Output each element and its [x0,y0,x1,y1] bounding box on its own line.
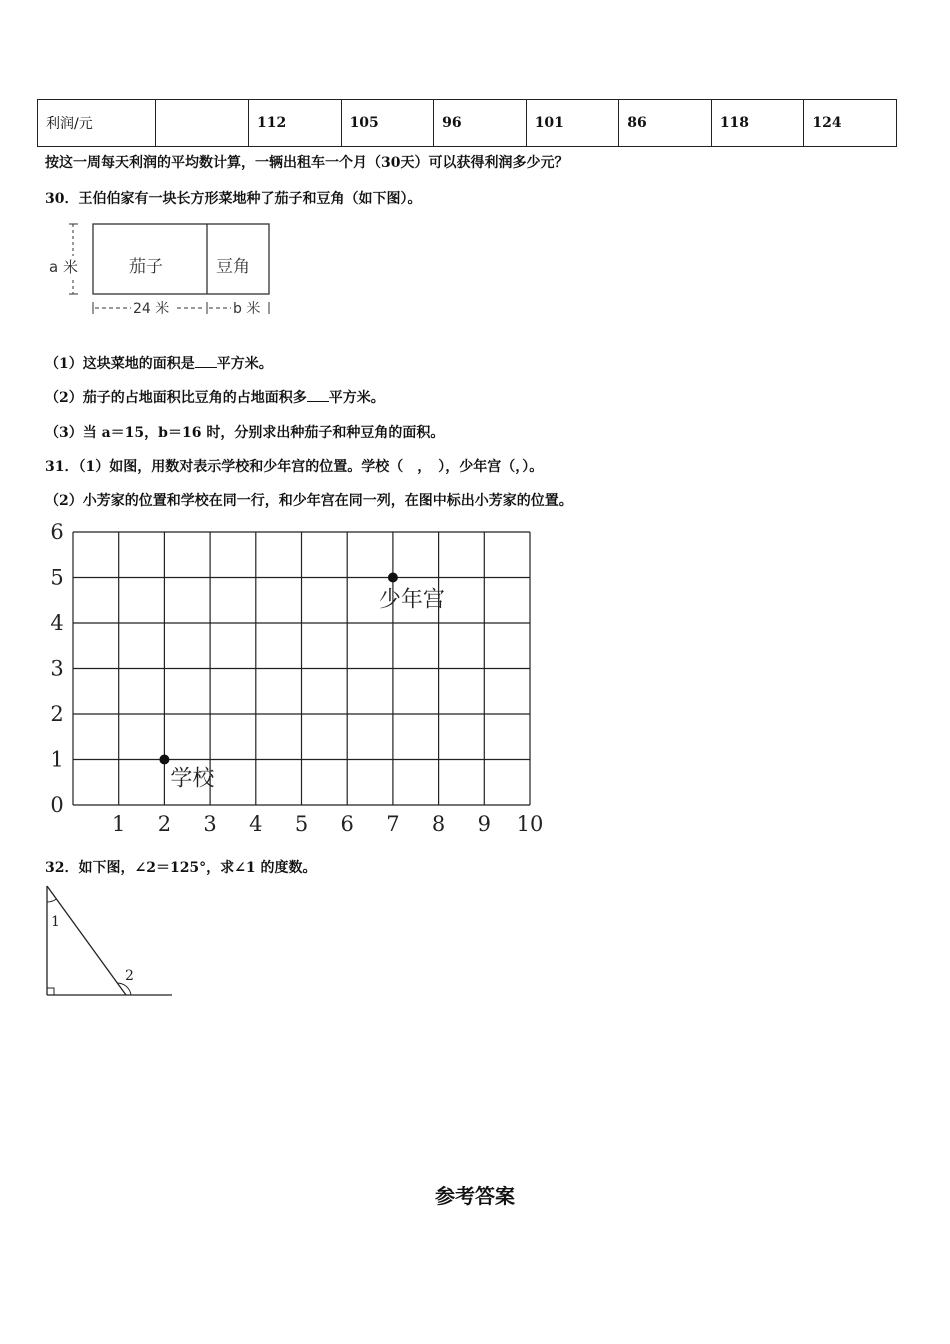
label-24m: 24 米 [133,301,170,317]
x-tick-label: 1 [112,812,126,836]
youth-palace-point [388,573,398,583]
y-tick-label: 0 [50,793,64,817]
table-cell: 112 [249,100,342,147]
q30-title: 30．王伯伯家有一块长方形菜地种了茄子和豆角（如下图）。 [45,191,422,207]
q30-part2: （2）茄子的占地面积比豆角的占地面积多 平方米。 [45,387,385,407]
triangle-figure [40,884,180,1002]
triangle-hypotenuse [47,886,126,995]
y-tick-label: 5 [50,565,64,590]
q32-question: 32．如下图，∠2＝125°，求∠1 的度数。 [45,860,317,876]
school-point [159,755,169,765]
x-tick-label: 2 [157,812,172,836]
youth-palace-label: 少年宫 [378,587,445,613]
angle1-label: 1 [51,914,60,930]
table-cell [156,100,249,147]
label-b: b 米 [233,301,261,317]
label-eggplant: 茄子 [129,257,163,277]
q31-part2: （2）小芳家的位置和学校在同一行，和少年宫在同一列，在图中标出小芳家的位置。 [45,493,573,509]
table-cell: 101 [526,100,619,147]
answer-heading: 参考答案 [435,1184,515,1208]
coordinate-grid [40,518,550,840]
angle1-arc [47,899,56,902]
x-tick-label: 5 [294,812,309,836]
q29-question: 按这一周每天利润的平均数计算，一辆出租车一个月（30天）可以获得利润多少元？ [45,155,569,171]
right-angle-mark [47,988,54,995]
q30-part1: （1）这块菜地的面积是 平方米。 [45,353,273,373]
table-cell: 86 [619,100,712,147]
table-cell: 124 [804,100,897,147]
row-label: 利润/元 [38,100,156,147]
label-a: a 米 [49,258,78,276]
x-tick-label: 7 [386,812,400,836]
table-cell: 96 [434,100,527,147]
y-tick-label: 4 [50,611,64,635]
table-cell: 118 [711,100,804,147]
profit-table [37,99,897,147]
q31-part1: 31．（1）如图，用数对表示学校和少年宫的位置。学校（ ， ），少年宫（，）。 [45,459,544,475]
label-beans: 豆角 [216,257,250,277]
x-tick-label: 9 [477,812,491,836]
x-tick-label: 10 [516,812,544,836]
angle2-label: 2 [125,968,134,984]
q30-part3: （3）当 a＝15，b＝16 时，分别求出种茄子和种豆角的面积。 [45,425,445,441]
x-tick-label: 4 [249,812,263,836]
table-row [38,100,897,147]
y-tick-label: 2 [50,702,64,726]
y-tick-label: 1 [50,747,64,772]
x-tick-label: 8 [431,812,446,836]
x-tick-label: 6 [340,812,354,836]
vegetable-plot-figure [45,218,285,323]
x-tick-label: 3 [203,812,217,836]
y-tick-label: 6 [50,520,64,544]
table-cell: 105 [341,100,434,147]
school-label: 学校 [170,766,215,792]
y-tick-label: 3 [50,656,64,681]
